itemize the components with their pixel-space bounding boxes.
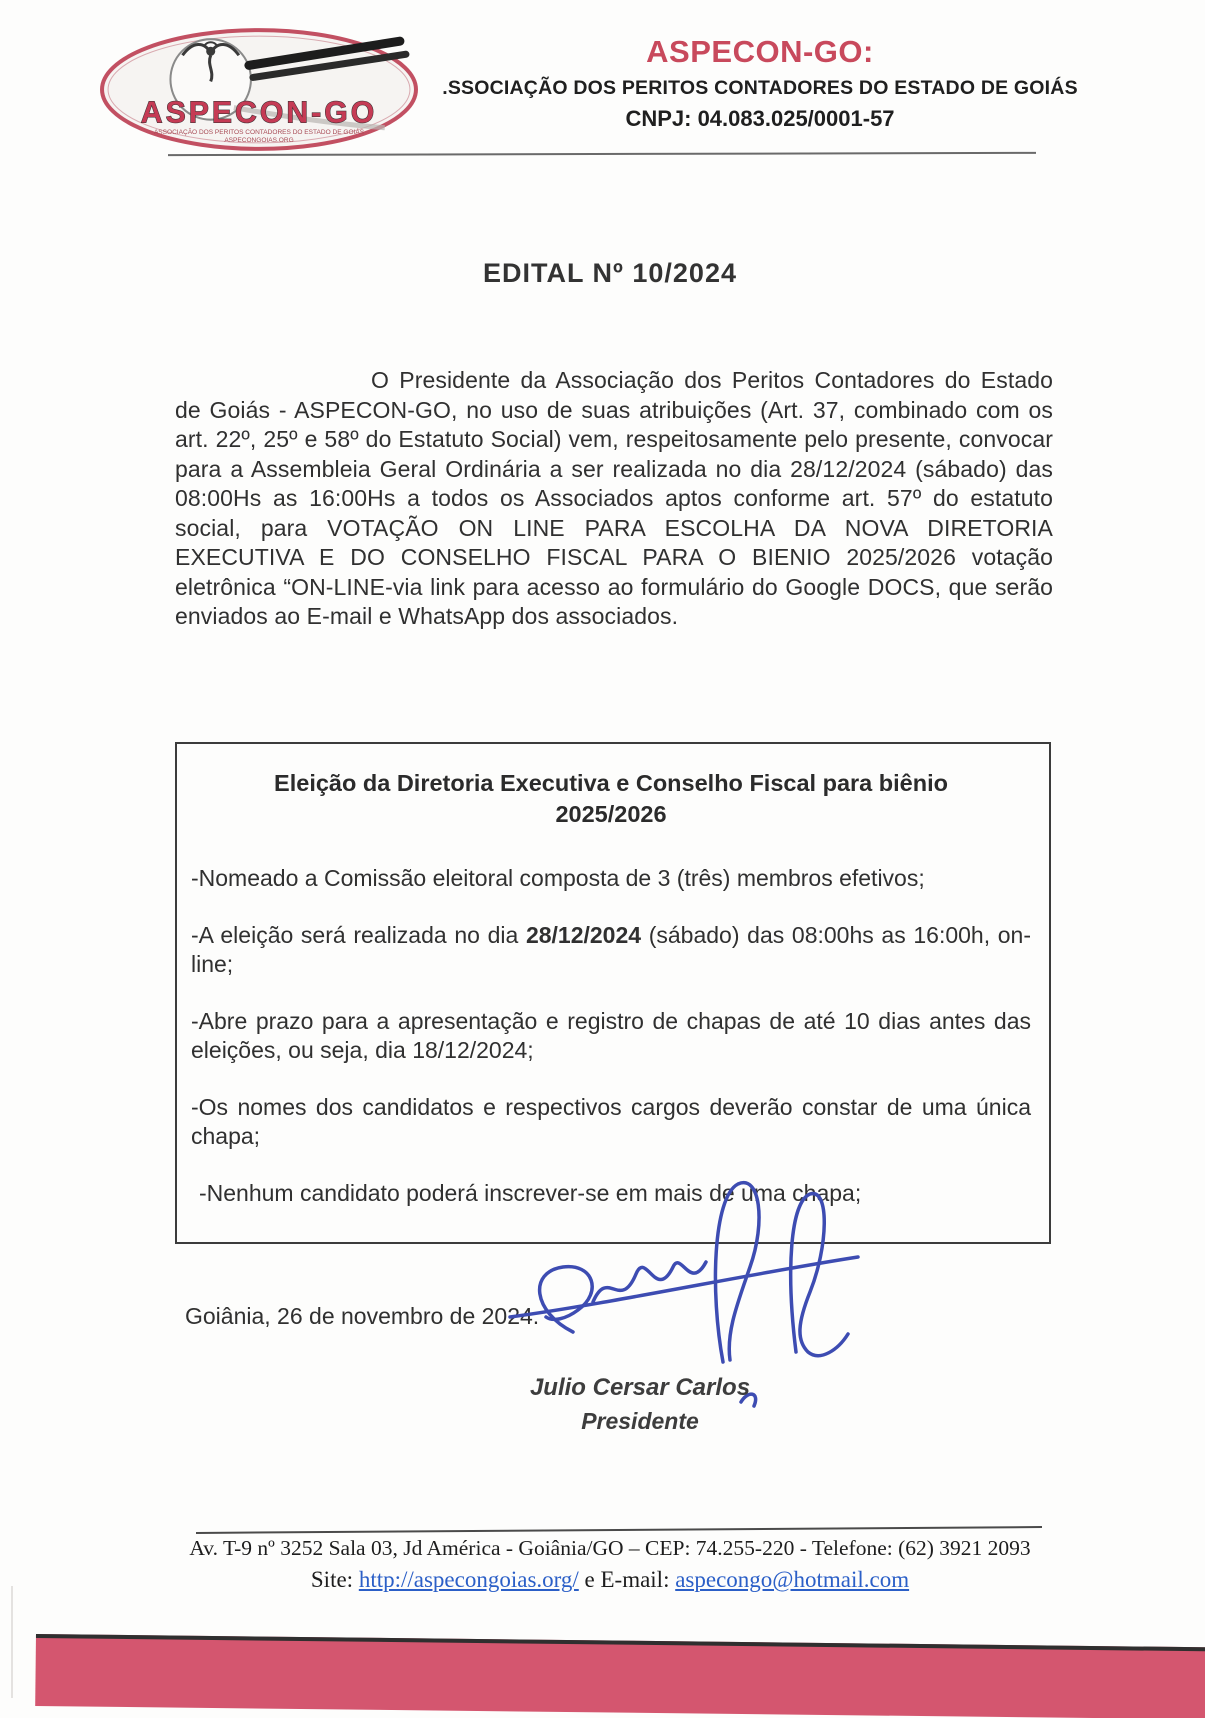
logo-title: ASPECON-GO — [140, 96, 378, 130]
body-paragraph: O Presidente da Associação dos Peritos Contadores do Estado de Goiás - ASPECON-GO, no uso de suas atribuições (Art. 37, combinado com os art. 22º, 25º e 58º do Estatuto Social) vem, respeitosamente pelo presente, convocar para a Assembleia Geral Ordinária a ser realizada no dia 28/12/2024 (sábado) das 08:00Hs as 16:00Hs a todos os Associados aptos conforme art. 57º do estatuto social, para VOTAÇÃO ON LINE PARA ESCOLHA DA NOVA DIRETORIA EXECUTIVA E DO CONSELHO FISCAL PARA O BIENIO 2025/2026 votação eletrônica “ON-LINE-via link para acesso ao formulário do Google DOCS, que serão enviados ao E-mail e WhatsApp dos associados. — [175, 367, 1053, 629]
scan-artifact-line — [11, 1586, 13, 1698]
notice-item-2 — [191, 921, 1031, 979]
notice-item-3: -Abre prazo para a apresentação e registro de chapas de até 10 dias antes das eleições, ou seja, dia 18/12/2024; — [191, 1008, 1031, 1063]
notice-item-2-suffix: (sábado) das 08:00hs as 16:00h, on-line; — [191, 922, 1031, 977]
logo-subtitle-1: ASSOCIAÇÃO DOS PERITOS CONTADORES DO ESTADO DE GOIÁS — [153, 128, 365, 136]
signer-name: Julio Cersar Carlos — [529, 1374, 751, 1401]
signer-role: Presidente — [581, 1408, 699, 1434]
org-name: .SSOCIAÇÃO DOS PERITOS CONTADORES DO ESTADO DE GOIÁS — [442, 77, 1078, 99]
signer-block — [420, 1374, 860, 1435]
footer-contacts — [160, 1567, 1060, 1593]
site-label: Site: — [310, 1567, 354, 1592]
date-place-line: Goiânia, 26 de novembro de 2024. — [185, 1303, 540, 1329]
site-link[interactable]: http://aspecongoias.org/ — [358, 1567, 579, 1592]
notice-item-4: -Os nomes dos candidatos e respectivos cargos deverão constar de uma única chapa; — [191, 1094, 1031, 1149]
footer-pink-bar — [35, 1634, 1205, 1718]
org-acronym: ASPECON-GO: — [646, 34, 874, 69]
letterhead — [440, 34, 1080, 132]
notice-item-2-prefix: -A eleição será realizada no dia — [191, 922, 526, 948]
email-link[interactable]: aspecongo@hotmail.com — [675, 1567, 910, 1592]
notice-heading: Eleição da Diretoria Executiva e Conselho Fiscal para biênio 2025/2026 — [274, 770, 948, 827]
page-title: EDITAL Nº 10/2024 — [483, 258, 737, 288]
org-cnpj: CNPJ: 04.083.025/0001-57 — [625, 106, 895, 131]
footer-address: Av. T-9 nº 3252 Sala 03, Jd América - Goiânia/GO – CEP: 74.255-220 - Telefone: (62) 3921 2093 — [189, 1536, 1031, 1560]
election-date: 28/12/2024 — [525, 922, 642, 948]
aspecon-logo — [98, 26, 420, 154]
logo-subtitle-2: ASPECONGOIAS.ORG — [224, 136, 294, 144]
footer-divider — [196, 1526, 1042, 1534]
notice-item-5: -Nenhum candidato poderá inscrever-se em mais de uma chapa; — [199, 1180, 862, 1206]
notice-item-1: -Nomeado a Comissão eleitoral composta de 3 (três) membros efetivos; — [191, 865, 925, 891]
email-label: e E-mail: — [584, 1567, 670, 1592]
